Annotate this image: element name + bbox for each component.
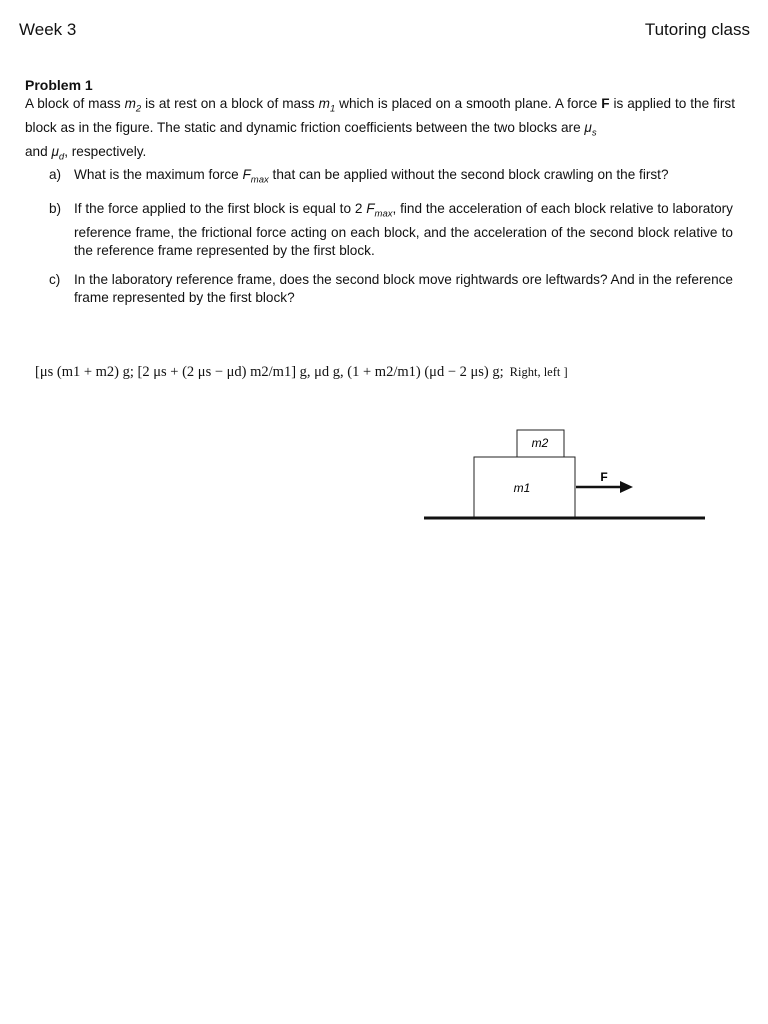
question-b-text: If the force applied to the first block is equal to 2 $F_{max}$, find the acceleration of each block relative to laboratory reference frame, the frictional force acting on each block, and the acceleration of the second block relative to the reference frame represented by the first block. <box>74 201 733 259</box>
question-c-text: In the laboratory reference frame, does the second block move rightwards ore leftwards? And in the reference frame represented by the first block? <box>74 272 733 306</box>
bottom-block-label: m1 <box>513 481 531 495</box>
question-a-text: What is the maximum force $F_{max}$ that can be applied without the second block crawling on the first? <box>74 167 669 186</box>
header-week: Week 3 <box>19 20 77 39</box>
question-a-label: a) <box>49 167 62 182</box>
header-class: Tutoring class <box>644 20 750 39</box>
force-label: F <box>600 470 608 484</box>
force-arrowhead <box>620 481 633 493</box>
question-c-label: c) <box>49 272 61 287</box>
answer-formula: [μs (m1 + m2) g; [2 μs + (2 μs − μd) m2/m1] g, μd g, (1 + m2/m1) (μd − 2 μs) g; <box>35 364 504 380</box>
problem-statement: A block of mass $m_2$ is at rest on a block of mass $m_1$ which is placed on a smooth plane. A force F is applied to the first block as in the figure. The static and dynamic friction coefficients between the two blocks are $\mu_s$ and $\mu_d$, respectively. <box>25 96 735 163</box>
question-b-label: b) <box>49 201 62 216</box>
answer-direction: Right, left ] <box>509 365 568 379</box>
problem-title: Problem 1 <box>25 77 93 93</box>
top-block-label: m2 <box>531 436 549 450</box>
